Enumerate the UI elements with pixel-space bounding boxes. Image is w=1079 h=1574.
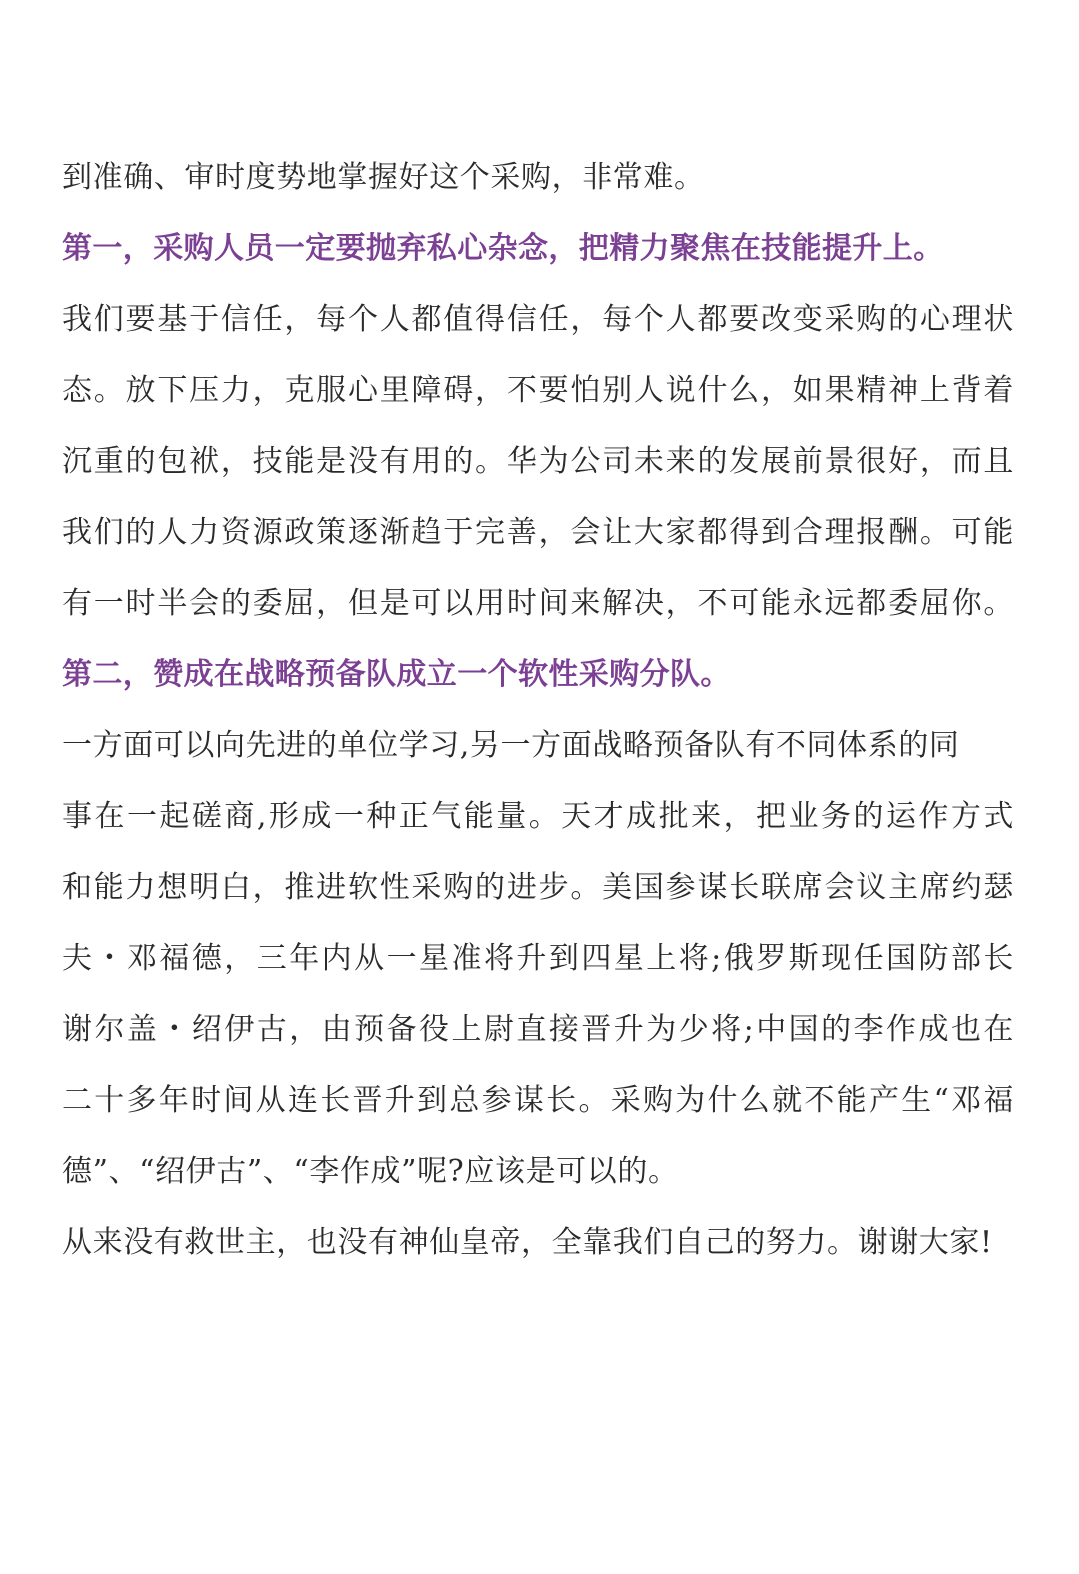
paragraph-line: 事在一起磋商,形成一种正气能量。天才成批来，把业务的运作方式 [62,799,1014,834]
paragraph-line: 到准确、审时度势地掌握好这个采购，非常难。 [62,160,705,195]
paragraph-line: 二十多年时间从连长晋升到总参谋长。采购为什么就不能产生“邓福 [62,1083,1014,1118]
paragraph-line: 谢尔盖・绍伊古，由预备役上尉直接晋升为少将;中国的李作成也在 [62,1012,1014,1047]
paragraph-line: 夫・邓福德，三年内从一星准将升到四星上将;俄罗斯现任国防部长 [62,941,1014,976]
paragraph-line: 沉重的包袱，技能是没有用的。华为公司未来的发展前景很好，而且 [62,444,1014,479]
closing-line: 从来没有救世主，也没有神仙皇帝，全靠我们自己的努力。谢谢大家! [62,1225,993,1260]
paragraph-line: 我们的人力资源政策逐渐趋于完善，会让大家都得到合理报酬。可能 [62,515,1014,550]
paragraph-line: 我们要基于信任，每个人都值得信任，每个人都要改变采购的心理状 [62,302,1014,337]
section-heading-first: 第一，采购人员一定要抛弃私心杂念，把精力聚焦在技能提升上。 [62,231,944,266]
paragraph-line: 德”、“绍伊古”、“李作成”呢?应该是可以的。 [62,1154,679,1189]
paragraph-line: 态。放下压力，克服心里障碍，不要怕别人说什么，如果精神上背着 [62,373,1014,408]
section-heading-second: 第二，赞成在战略预备队成立一个软性采购分队。 [62,657,731,692]
paragraph-line: 有一时半会的委屈，但是可以用时间来解决，不可能永远都委屈你。 [62,586,1014,621]
article-body [62,142,1014,1278]
paragraph-line: 一方面可以向先进的单位学习,另一方面战略预备队有不同体系的同 [62,728,960,763]
paragraph-line: 和能力想明白，推进软性采购的进步。美国参谋长联席会议主席约瑟 [62,870,1014,905]
